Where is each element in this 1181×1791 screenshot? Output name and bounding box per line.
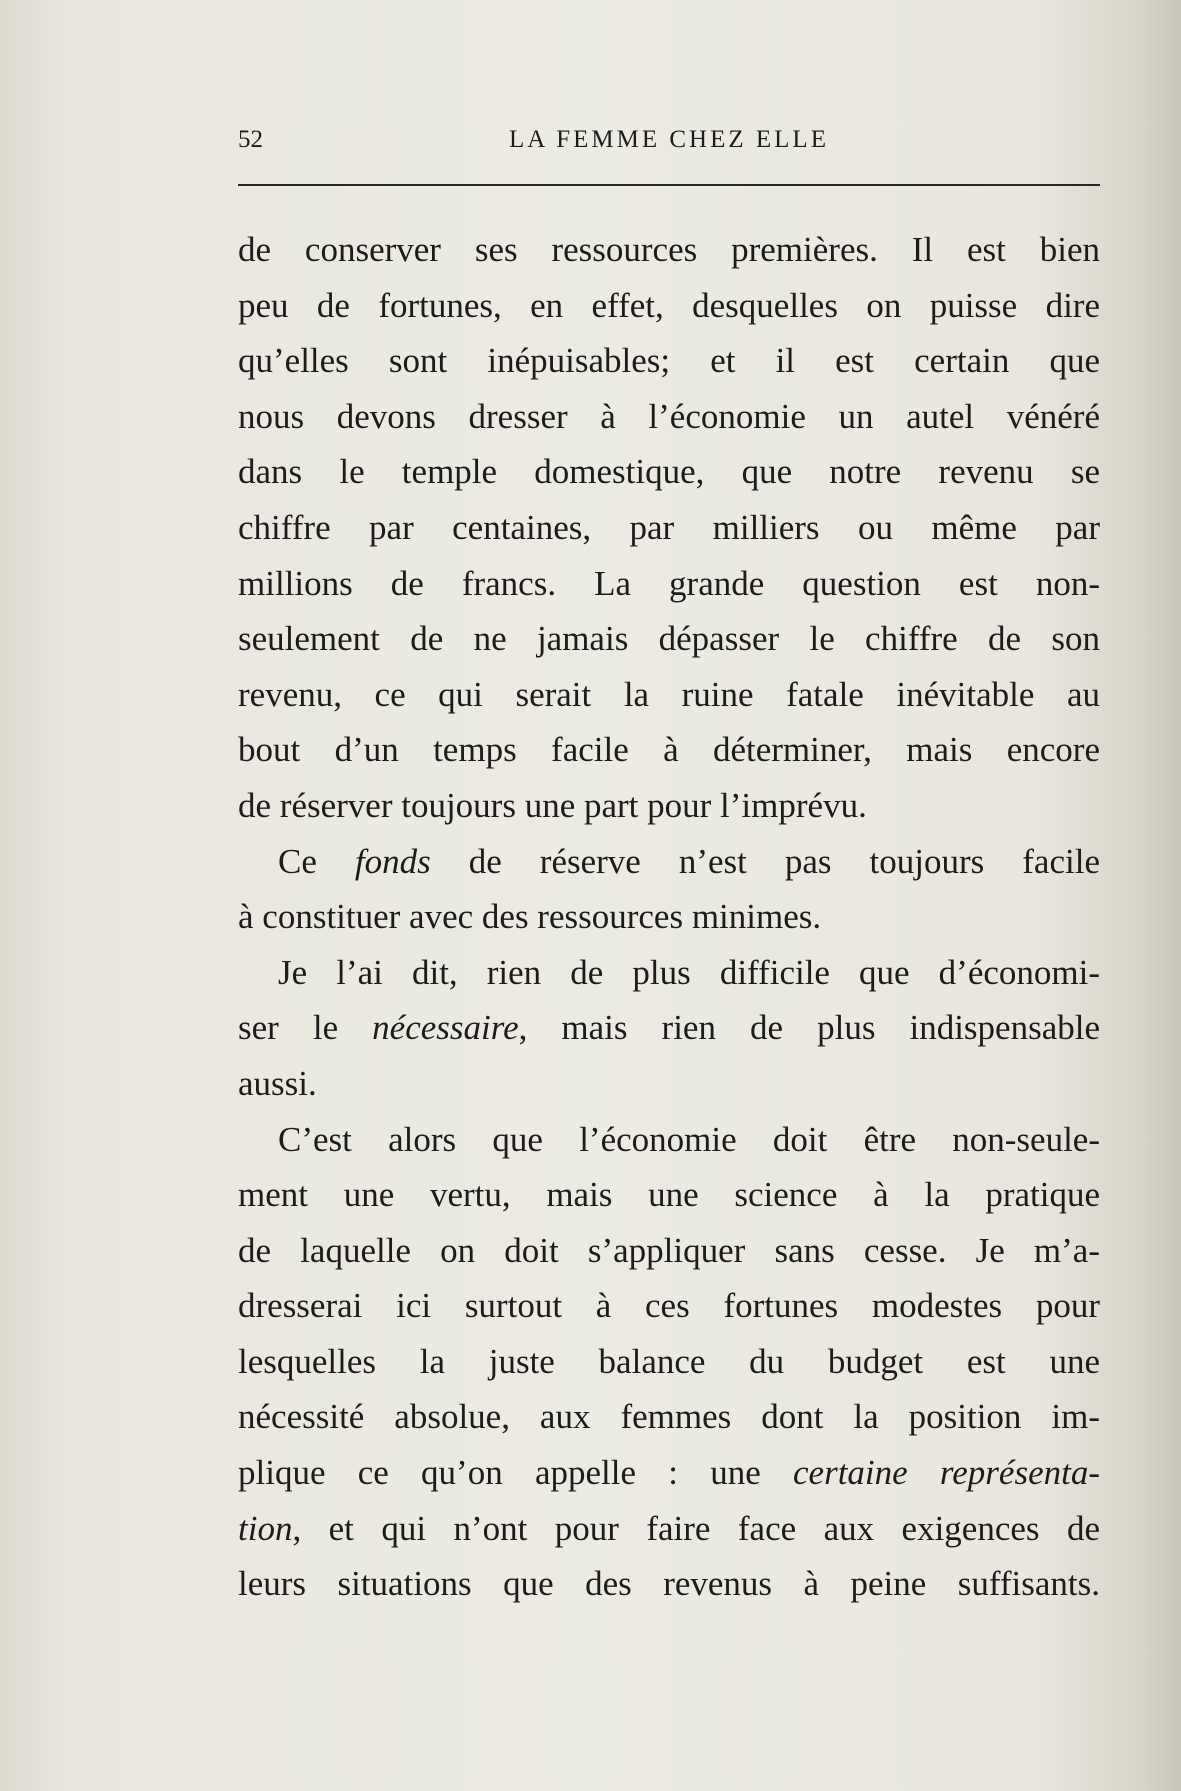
- text-line: [238, 889, 1100, 945]
- running-header: [238, 126, 1100, 166]
- text-line-content: [238, 1231, 1100, 1270]
- text-line: [238, 1278, 1100, 1334]
- text-line: [238, 945, 1100, 1001]
- text-line-content: [238, 452, 1100, 491]
- text-line-content: [238, 1397, 1100, 1436]
- italic-text: nécessaire: [372, 1008, 519, 1048]
- text-line-content: [238, 286, 1100, 325]
- text-line-content: [238, 1008, 1100, 1047]
- text-line-content: [278, 953, 1100, 992]
- text-line: [238, 722, 1100, 778]
- text-run: , mais rien de plus indispensable: [518, 1008, 1100, 1048]
- text-line-content: [278, 842, 1100, 881]
- text-line: [238, 1501, 1100, 1557]
- text-run: à constituer avec des ressources minimes.: [238, 897, 822, 937]
- text-line: [238, 1389, 1100, 1445]
- text-line: [238, 667, 1100, 723]
- text-run: Ce: [278, 841, 355, 881]
- text-line: [238, 611, 1100, 667]
- text-run: de laquelle on doit s’appliquer sans cesse. Je m’a-: [238, 1230, 1100, 1270]
- text-run: plique ce qu’on appelle : une: [238, 1453, 794, 1493]
- text-run: dresserai ici surtout à ces fortunes modestes pour: [238, 1286, 1100, 1326]
- text-run: millions de francs. La grande question est non-: [238, 563, 1100, 603]
- text-run: nécessité absolue, aux femmes dont la position im-: [238, 1397, 1100, 1437]
- text-line: [238, 1167, 1100, 1223]
- text-line-content: [238, 564, 1100, 603]
- text-line-content: [238, 508, 1100, 547]
- text-line: [238, 1334, 1100, 1390]
- italic-text: tion: [238, 1508, 293, 1548]
- text-line-content: [238, 1453, 1100, 1492]
- text-line-content: [238, 897, 821, 936]
- text-line-content: [238, 1342, 1100, 1381]
- text-line-content: [278, 1120, 1100, 1159]
- text-run: de conserver ses ressources premières. Il est bien: [238, 230, 1100, 269]
- text-line: [238, 1112, 1100, 1168]
- text-line-content: [238, 786, 867, 825]
- italic-text: fonds: [354, 841, 431, 881]
- text-run: seulement de ne jamais dépasser le chiffre de son: [238, 619, 1100, 659]
- text-line: [238, 222, 1100, 278]
- text-line-content: [238, 619, 1100, 658]
- text-line: [238, 1000, 1100, 1056]
- text-line: [238, 834, 1100, 890]
- text-line: [238, 1445, 1100, 1501]
- text-run: qu’elles sont inépuisables; et il est certain que: [238, 341, 1100, 381]
- text-run: , et qui n’ont pour faire face aux exigences de: [292, 1508, 1100, 1548]
- text-run: aussi.: [238, 1063, 317, 1103]
- text-line: [238, 1223, 1100, 1279]
- page-body-text: [238, 222, 1100, 1612]
- text-line: [238, 556, 1100, 612]
- text-run: nous devons dresser à l’économie un autel vénéré: [238, 396, 1100, 436]
- text-run: bout d’un temps facile à déterminer, mais encore: [238, 730, 1100, 770]
- text-run: dans le temple domestique, que notre revenu se: [238, 452, 1100, 492]
- text-line: [238, 500, 1100, 556]
- text-run: C’est alors que l’économie doit être non-seule-: [278, 1119, 1100, 1159]
- text-run: ment une vertu, mais une science à la pratique: [238, 1175, 1100, 1215]
- text-line-content: [238, 675, 1100, 714]
- text-line-content: [238, 341, 1100, 380]
- text-run: leurs situations que des revenus à peine suffisants.: [238, 1564, 1100, 1604]
- text-line-content: [238, 1064, 317, 1103]
- italic-text: certaine représenta-: [793, 1453, 1100, 1493]
- text-line: [238, 333, 1100, 389]
- text-line: [238, 1056, 1100, 1112]
- text-line: [238, 778, 1100, 834]
- text-line-content: [238, 1564, 1100, 1603]
- text-run: revenu, ce qui serait la ruine fatale inévitable au: [238, 674, 1100, 714]
- text-line: [238, 444, 1100, 500]
- text-run: Je l’ai dit, rien de plus difficile que d’économi-: [278, 952, 1100, 992]
- page-number: 52: [238, 126, 263, 153]
- header-rule: [238, 184, 1100, 186]
- text-run: de réserve n’est pas toujours facile: [430, 841, 1100, 881]
- text-line: [238, 278, 1100, 334]
- text-line-content: [238, 730, 1100, 769]
- text-line-content: [238, 1286, 1100, 1325]
- running-title: LA FEMME CHEZ ELLE: [509, 126, 829, 153]
- text-line-content: [238, 397, 1100, 436]
- text-line-content: [238, 230, 1100, 269]
- text-line: [238, 1556, 1100, 1612]
- text-line-content: [238, 1175, 1100, 1214]
- text-run: chiffre par centaines, par milliers ou même par: [238, 507, 1100, 547]
- text-line: [238, 389, 1100, 445]
- text-line-content: [238, 1509, 1100, 1548]
- text-run: peu de fortunes, en effet, desquelles on puisse dire: [238, 285, 1100, 325]
- text-run: de réserver toujours une part pour l’imprévu.: [238, 785, 867, 825]
- text-run: ser le: [238, 1008, 373, 1048]
- text-run: lesquelles la juste balance du budget est une: [238, 1341, 1100, 1381]
